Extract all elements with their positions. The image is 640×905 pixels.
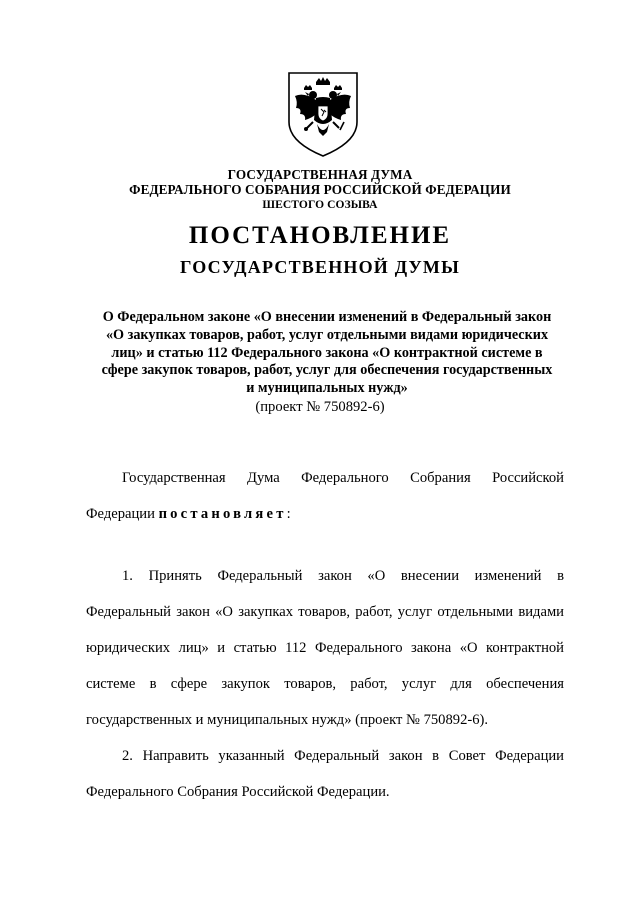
subject-line: и муниципальных нужд» bbox=[246, 380, 408, 397]
resolution-subject bbox=[88, 309, 566, 398]
org-name-line-2: ФЕДЕРАЛЬНОГО СОБРАНИЯ РОССИЙСКОЙ ФЕДЕРАЦИИ bbox=[129, 182, 511, 197]
item-1-line: юридических лиц» и статью 112 Федерального закона «О контрактной bbox=[86, 640, 564, 656]
decree-verb: постановляет bbox=[158, 506, 287, 522]
item-2-line: Федерального Собрания Российской Федерации. bbox=[86, 784, 390, 800]
intro-line-2 bbox=[86, 505, 291, 523]
project-number: (проект № 750892-6) bbox=[255, 399, 385, 415]
subject-line: О Федеральном законе «О внесении изменений в Федеральный закон bbox=[102, 309, 552, 325]
org-name-line-1: ГОСУДАРСТВЕННАЯ ДУМА bbox=[227, 167, 413, 182]
item-1-line: 1. Принять Федеральный закон «О внесении изменений в bbox=[122, 568, 564, 584]
subject-line: сфере закупок товаров, работ, услуг для обеспечения государственных bbox=[101, 362, 553, 379]
item-1-line: системе в сфере закупок товаров, работ, услуг для обеспечения bbox=[86, 676, 564, 692]
intro-line-2-start: Федерации bbox=[86, 506, 159, 522]
document-subtitle: ГОСУДАРСТВЕННОЙ ДУМЫ bbox=[180, 257, 460, 277]
item-1-line: Федеральный закон «О закупках товаров, работ, услуг отдельными видами bbox=[86, 604, 564, 620]
intro-line-1: Государственная Дума Федерального Собрания Российской bbox=[122, 470, 564, 486]
subject-line: «О закупках товаров, работ, услуг отдельными видами юридических bbox=[105, 326, 549, 343]
intro-line-2-end: : bbox=[286, 506, 291, 522]
convocation-line: ШЕСТОГО СОЗЫВА bbox=[262, 199, 378, 211]
item-1-line: государственных и муниципальных нужд» (проект № 750892-6). bbox=[86, 712, 489, 728]
subject-line: лиц» и статью 112 Федерального закона «О контрактной системе в bbox=[111, 344, 543, 361]
russian-coat-of-arms-icon bbox=[286, 70, 360, 158]
item-2-line: 2. Направить указанный Федеральный закон в Совет Федерации bbox=[122, 748, 564, 764]
document-title: ПОСТАНОВЛЕНИЕ bbox=[188, 222, 452, 249]
